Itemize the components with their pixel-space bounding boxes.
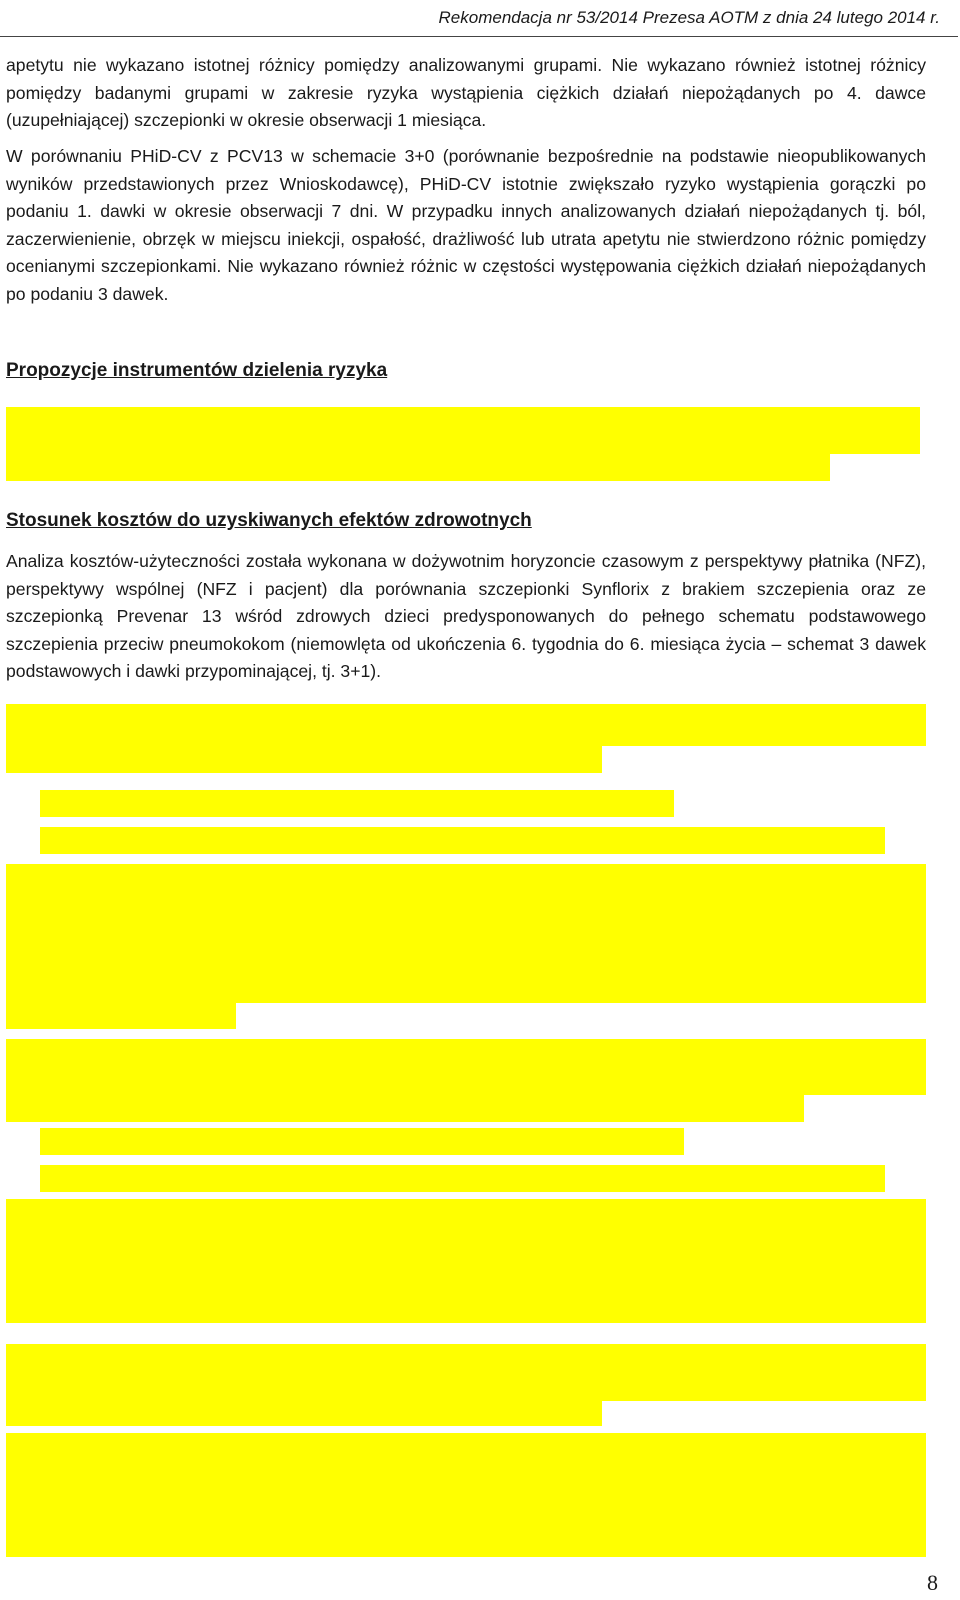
page-header: [0, 0, 958, 37]
header-title: Rekomendacja nr 53/2014 Prezesa AOTM z dnia 24 lutego 2014 r.: [438, 8, 940, 27]
redacted-block: [40, 1165, 885, 1192]
redacted-block: [6, 1433, 926, 1557]
redacted-block: [40, 827, 885, 854]
paragraph-phid-vs-pcv13: W porównaniu PHiD-CV z PCV13 w schemacie 3+0 (porównanie bezpośrednie na podstawie nieopublikowanych wyników przedstawionych przez Wnioskodawcę), PHiD-CV istotnie zwiększało ryzyko wystąpienia gorączki po podaniu 1. dawki w okresie obserwacji 7 dni. W przypadku innych analizowanych działań niepożądanych tj. ból, zaczerwienienie, obrzęk w miejscu iniekcji, ospałość, drażliwość lub utrata apetytu nie stwierdzono różnic pomiędzy ocenianymi szczepionkami. Nie wykazano również różnic w częstości występowania ciężkich działań niepożądanych po podaniu 3 dawek.: [6, 146, 926, 304]
redacted-block: [40, 1128, 684, 1155]
paragraph-cost-utility-analysis: Analiza kosztów-użyteczności została wykonana w dożywotnim horyzoncie czasowym z perspektywy płatnika (NFZ), perspektywy wspólnej (NFZ i pacjent) dla porównania szczepionki Synflorix z brakiem szczepienia oraz ze szczepionką Prevenar 13 wśród zdrowych dzieci predysponowanych do pełnego schematu podstawowego szczepienia przeciw pneumokokom (niemowlęta od ukończenia 6. tygodnia do 6. miesiąca życia – schemat 3 dawek podstawowych i dawki przypominającej, tj. 3+1).: [6, 551, 926, 682]
heading-risk-sharing: Propozycje instrumentów dzielenia ryzyka: [6, 360, 388, 381]
redacted-block: [6, 1039, 926, 1095]
redacted-block: [6, 1095, 804, 1122]
redacted-block: [6, 746, 602, 773]
redacted-block: [6, 704, 926, 746]
redacted-block: [6, 1344, 926, 1401]
page-number: 8: [927, 1570, 938, 1595]
redacted-block: [6, 454, 830, 481]
redacted-block: [40, 790, 674, 817]
heading-cost-effectiveness: Stosunek kosztów do uzyskiwanych efektów zdrowotnych: [6, 510, 532, 531]
redacted-block: [6, 864, 926, 1003]
redacted-block: [6, 407, 920, 454]
redacted-block: [6, 1401, 602, 1426]
paragraph-adverse-events-4th-dose: apetytu nie wykazano istotnej różnicy pomiędzy analizowanymi grupami. Nie wykazano również istotnej różnicy pomiędzy badanymi grupami w zakresie ryzyka wystąpienia ciężkich działań niepożądanych po 4. dawce (uzupełniającej) szczepionki w okresie obserwacji 1 miesiąca.: [6, 55, 926, 131]
redacted-block: [6, 1199, 926, 1323]
redacted-block: [6, 1003, 236, 1029]
